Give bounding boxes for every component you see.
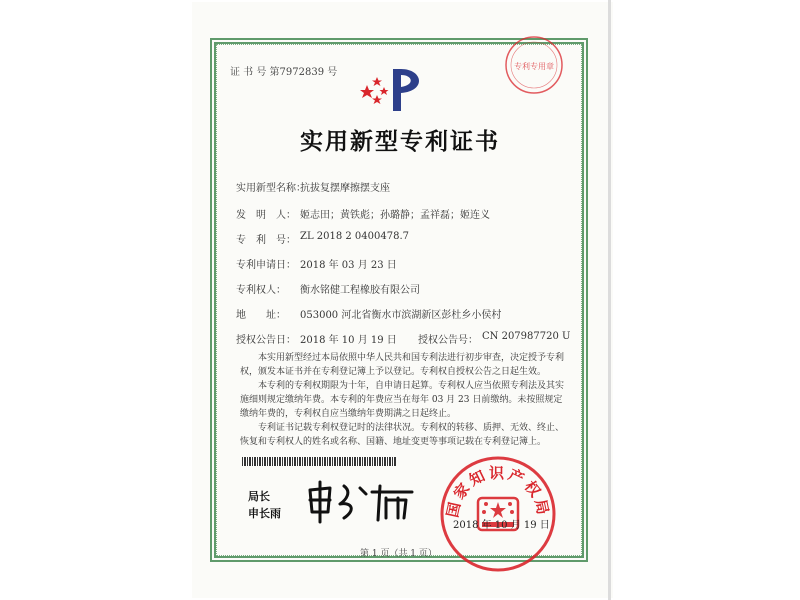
corner-seal-text: 专利专用章 <box>514 62 554 71</box>
field-value: 2018 年 10 月 19 日 <box>300 335 397 346</box>
field-value: 2018 年 03 月 23 日 <box>300 260 397 271</box>
director-name: 申长雨 <box>248 507 281 520</box>
field-label: 发 明 人： <box>236 210 296 221</box>
paragraph-legal-status: 专利证书记载专利权登记时的法律状况。专利权的转移、质押、无效、终止、恢复和专利权人的姓名或名称、国籍、地址变更等事项记载在专利登记簿上。 <box>240 423 565 447</box>
field-value: 053000 河北省衡水市滨湖新区彭杜乡小侯村 <box>300 310 502 321</box>
director-signature <box>300 478 420 524</box>
field-value: 姬志田；黄铁彪；孙璐静；孟祥磊；姬连义 <box>300 210 490 221</box>
paragraph-term: 本专利的专利权期限为十年，自申请日起算。专利权人应当依照专利法及其实施细则规定缴纳年费。本专利的年费应当在每年 03 月 23 日前缴纳。未按照规定缴纳年费的，专利权自应当缴纳年费期满之日起终止。 <box>240 381 565 419</box>
field-label: 专 利 号： <box>236 235 296 246</box>
field-label: 专利申请日： <box>236 260 296 271</box>
field-label: 实用新型名称： <box>236 183 306 194</box>
field-label: 授权公告号： <box>418 335 478 346</box>
page-edge <box>608 0 611 600</box>
official-red-seal <box>436 452 560 576</box>
certificate-title: 实用新型专利证书 <box>300 129 500 155</box>
field-label: 专利权人： <box>236 285 286 296</box>
seal-text: 国家知识产权局 <box>443 464 553 520</box>
field-value: 抗拔复摆摩擦摆支座 <box>300 183 390 194</box>
corner-seal-stamp <box>503 34 565 96</box>
barcode <box>242 457 396 466</box>
field-value: ZL 2018 2 0400478.7 <box>300 231 410 242</box>
paragraph-grant: 本实用新型经过本局依照中华人民共和国专利法进行初步审查，决定授予专利权，颁发本证书并在专利登记簿上予以登记。专利权自授权公告之日起生效。 <box>240 353 565 377</box>
field-value: CN 207987720 U <box>482 331 571 342</box>
field-value: 衡水铭健工程橡胶有限公司 <box>300 285 420 296</box>
certificate-number: 证 书 号 第7972839 号 <box>230 67 338 78</box>
page-footer: 第 1 页（共 1 页） <box>360 549 437 559</box>
director-label: 局长 <box>248 490 270 503</box>
field-label: 授权公告日： <box>236 335 296 346</box>
patent-office-logo <box>357 63 437 113</box>
field-label: 地 址： <box>236 310 286 321</box>
seal-date: 2018 年 10 月 19 日 <box>453 520 550 531</box>
